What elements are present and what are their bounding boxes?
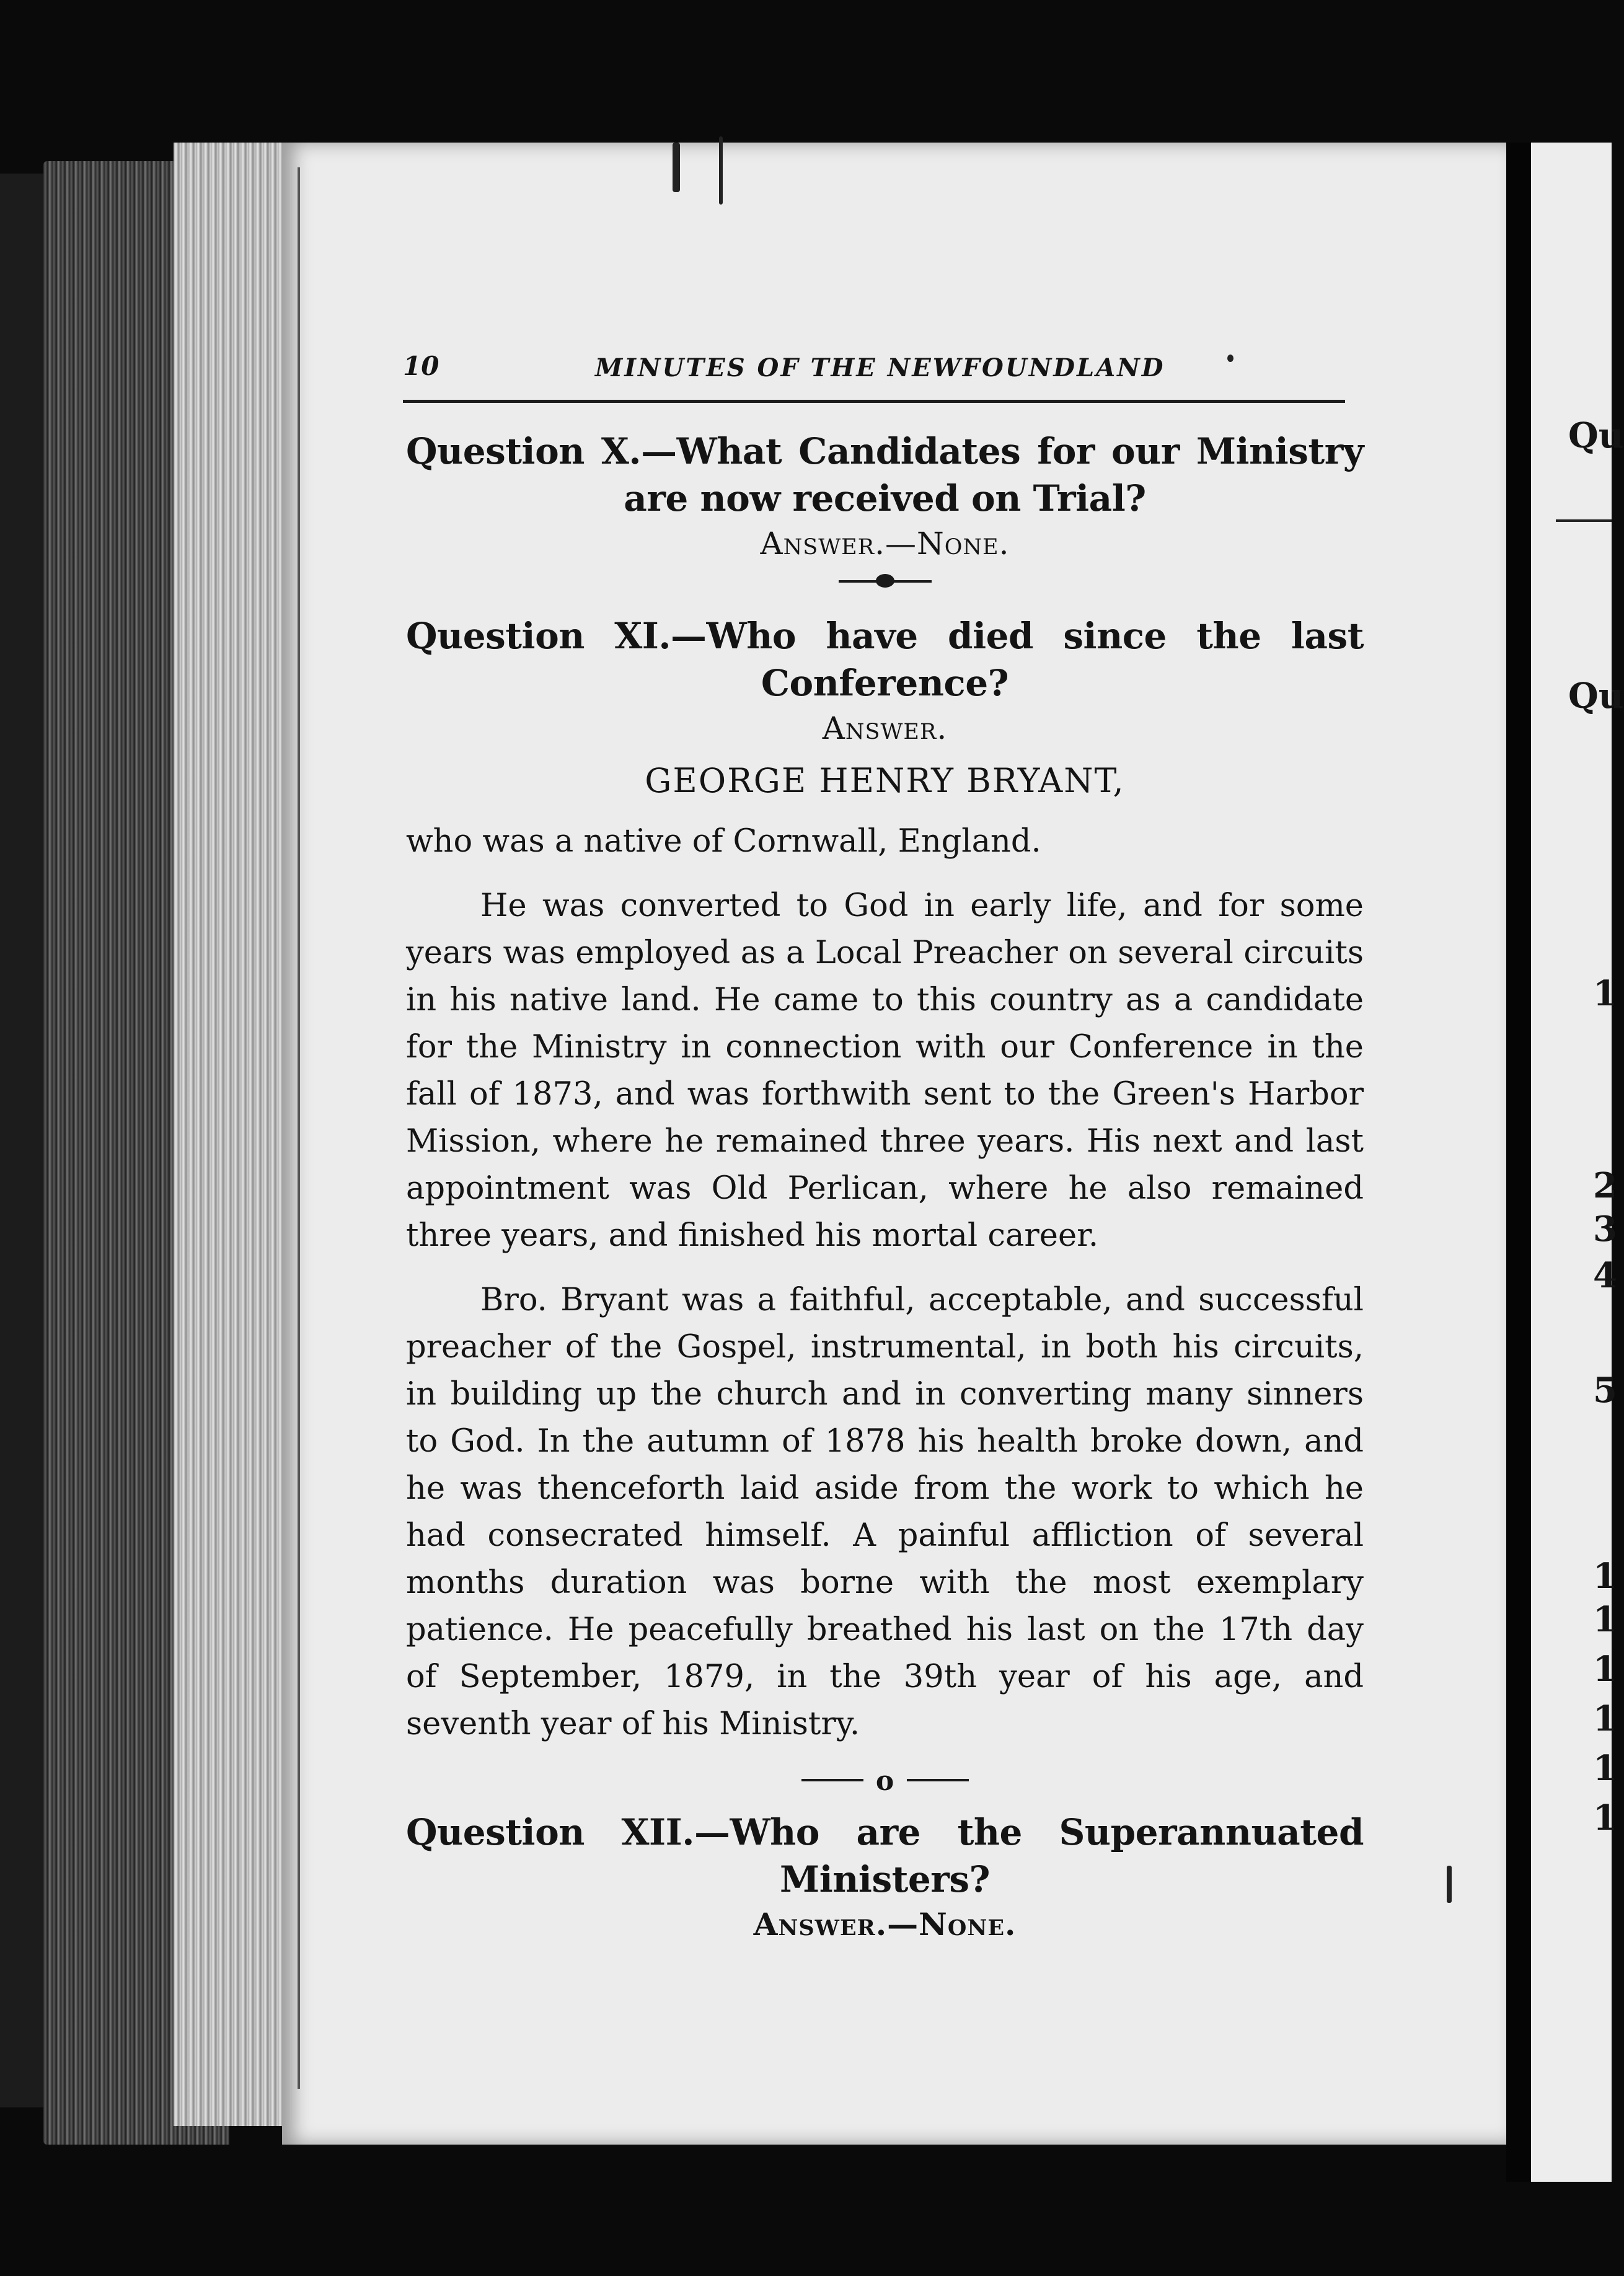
question-x: Question X.—What Candidates for our Ministry are now received on Trial?	[406, 430, 1364, 519]
section-divider	[406, 1760, 1364, 1804]
facing-page-fragment: Qu	[1568, 676, 1624, 717]
obituary-name: GEORGE HENRY BRYANT,	[645, 761, 1125, 800]
facing-page-fragment: 3	[1593, 1209, 1617, 1250]
obituary-paragraph: Bro. Bryant was a faithful, acceptable, and successful preacher of the Gospel, instrumental, in both his circuits, in building up the church and in converting many sinners to God. In the autumn of 1878 his health broke down, and he was thenceforth laid aside from the work to which he had consecrated himself. A painful affliction of several months duration was borne with the most exemplary patience. He peacefully breathed his last on the 17th day of September, 1879, in the 39th year of his age, and seventh year of his Ministry.	[406, 1282, 1364, 1742]
facing-page-fragment: 5	[1593, 1370, 1617, 1411]
page-edges	[174, 143, 291, 2126]
facing-page-rule	[1556, 519, 1612, 522]
obituary-paragraph: He was converted to God in early life, and for some years was employed as a Local Preacher on several circuits in his native land. He came to this country as a candidate for the Ministry in connection with our Conference in the fall of 1873, and was forthwith sent to the Green's Harbor Mission, where he remained three years. His next and last appointment was Old Perlican, where he also remained three years, and finished his mortal career.	[406, 888, 1364, 1254]
facing-page	[1531, 143, 1624, 2182]
facing-page-fragment: Qu	[1568, 415, 1624, 456]
ink-mark	[1447, 1866, 1452, 1903]
book-spine	[0, 174, 43, 2107]
ink-mark	[673, 143, 680, 192]
page-content	[406, 428, 1364, 1946]
facing-page-fragment: 1	[1593, 973, 1617, 1014]
ornament	[839, 569, 932, 594]
divider-line	[801, 1779, 863, 1781]
divider	[801, 1760, 969, 1797]
facing-page-fragment: 1	[1593, 1599, 1617, 1640]
answer-xii: Answer.—None.	[753, 1906, 1017, 1943]
question-xi: Question XI.—Who have died since the last Conference?	[406, 615, 1364, 704]
facing-page-fragment: 1	[1593, 1748, 1617, 1789]
book-gutter	[1506, 143, 1531, 2182]
ornament-divider	[406, 569, 1364, 606]
facing-page-fragment: 4	[1593, 1255, 1617, 1296]
divider-line	[907, 1779, 969, 1781]
page-number: 10	[403, 351, 439, 381]
answer-xi-label: Answer.	[822, 710, 948, 746]
ornament-dot	[876, 574, 894, 588]
running-header	[403, 351, 1345, 394]
facing-page-fragment: 1	[1593, 1556, 1617, 1597]
ink-mark	[719, 136, 723, 205]
answer-x: Answer.—None.	[760, 526, 1010, 562]
question-xii: Question XII.—Who are the Superannuated Ministers?	[406, 1811, 1364, 1900]
header-rule	[403, 400, 1345, 403]
page-border-line	[298, 167, 300, 2089]
facing-page-fragment: 1	[1593, 1698, 1617, 1739]
facing-page-fragment: 2	[1593, 1165, 1617, 1206]
running-title: MINUTES OF THE NEWFOUNDLAND	[595, 353, 1165, 382]
divider-mark: o	[875, 1765, 894, 1797]
obituary-native: who was a native of Cornwall, England.	[406, 823, 1041, 860]
facing-page-fragment: 1	[1593, 1649, 1617, 1690]
facing-page-fragment: 1	[1593, 1797, 1617, 1838]
